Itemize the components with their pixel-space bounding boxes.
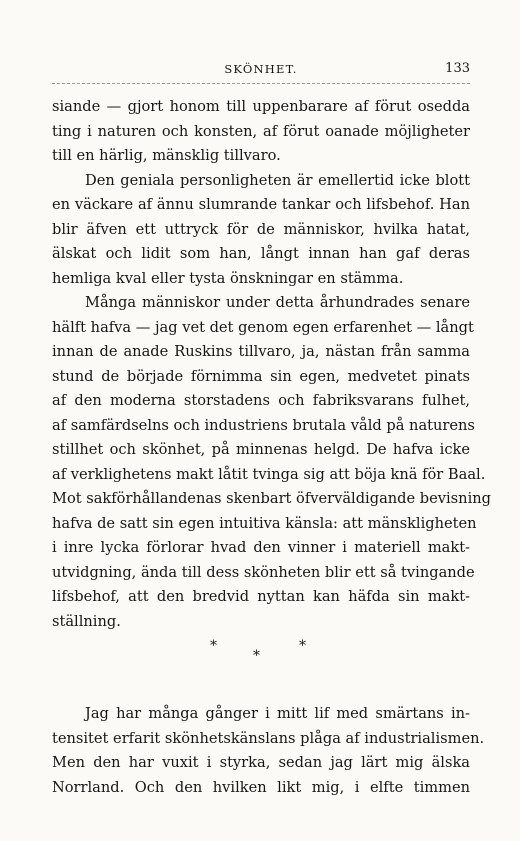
header-rule <box>52 83 470 84</box>
running-title: SKÖNHET. <box>224 62 298 76</box>
section-after-break <box>52 702 485 800</box>
page-number: 133 <box>445 61 470 76</box>
text-line: i inre lycka förlorar hvad den vinner i materiell makt- <box>52 539 470 556</box>
paragraph <box>52 95 470 169</box>
text-line: älskat och lidit som han, långt innan han gaf deras <box>52 245 470 262</box>
paragraph <box>52 702 485 800</box>
text-line: hälft hafva — jag vet det genom egen erfarenhet — långt <box>52 318 474 336</box>
body-text <box>52 95 491 800</box>
text-line: ting i naturen och konsten, af förut oanade möjligheter <box>52 122 470 140</box>
text-line: Norrland. Och den hvilken likt mig, i elfte timmen <box>52 778 470 796</box>
text-line: innan de anade Ruskins tillvaro, ja, nästan från samma <box>52 343 470 360</box>
paragraph <box>52 291 491 634</box>
text-line: en väckare af ännu slumrande tankar och lifsbehof. Han <box>52 196 470 213</box>
text-line: stund de började förnimma sin egen, medvetet pinats <box>52 367 470 385</box>
text-line: Mot sakförhållandenas skenbart öfverväldigande bevisning <box>52 490 491 507</box>
asterism-star: * <box>299 638 306 654</box>
text-line: lifsbehof, att den bredvid nyttan kan häfda sin makt- <box>52 588 470 605</box>
text-line: af verklighetens makt låtit tvinga sig att böja knä för Baal. <box>52 465 486 483</box>
text-line: Jag har många gånger i mitt lif med smärtans in- <box>85 705 470 722</box>
text-line: Den geniala personligheten är emellertid icke blott <box>85 171 470 189</box>
text-line: till en härlig, mänsklig tillvaro. <box>52 147 281 164</box>
text-line: siande — gjort honom till uppenbarare af förut osedda <box>52 98 470 115</box>
running-head <box>52 62 470 80</box>
section-before-break <box>52 95 491 634</box>
text-line: blir äfven ett uttryck för de människor, hvilka hatat, <box>52 220 470 238</box>
text-line: af den moderna storstadens och fabriksvarans fulhet, <box>52 392 470 409</box>
text-line: Men den har vuxit i styrka, sedan jag lärt mig älska <box>52 754 470 771</box>
text-line: Många människor under detta århundrades senare <box>85 294 470 311</box>
text-line: stillhet och skönhet, på minnenas helgd. De hafva icke <box>52 441 470 458</box>
text-line: hafva de satt sin egen intuitiva känsla: att mänskligheten <box>52 514 477 532</box>
text-line: af samfärdselns och industriens brutala våld på naturens <box>52 416 475 434</box>
text-line: utvidgning, ända till dess skönheten blir ett så tvingande <box>52 563 475 581</box>
asterism-star: * <box>210 638 217 654</box>
text-line: hemliga kval eller tysta önskningar en stämma. <box>52 269 404 287</box>
asterism-star: * <box>253 648 260 664</box>
asterism-section-break <box>52 634 470 678</box>
text-line: tensitet erfarit skönhetskänslans plåga af industrialismen. <box>52 729 485 747</box>
text-line: ställning. <box>52 612 121 630</box>
paragraph <box>52 169 470 292</box>
